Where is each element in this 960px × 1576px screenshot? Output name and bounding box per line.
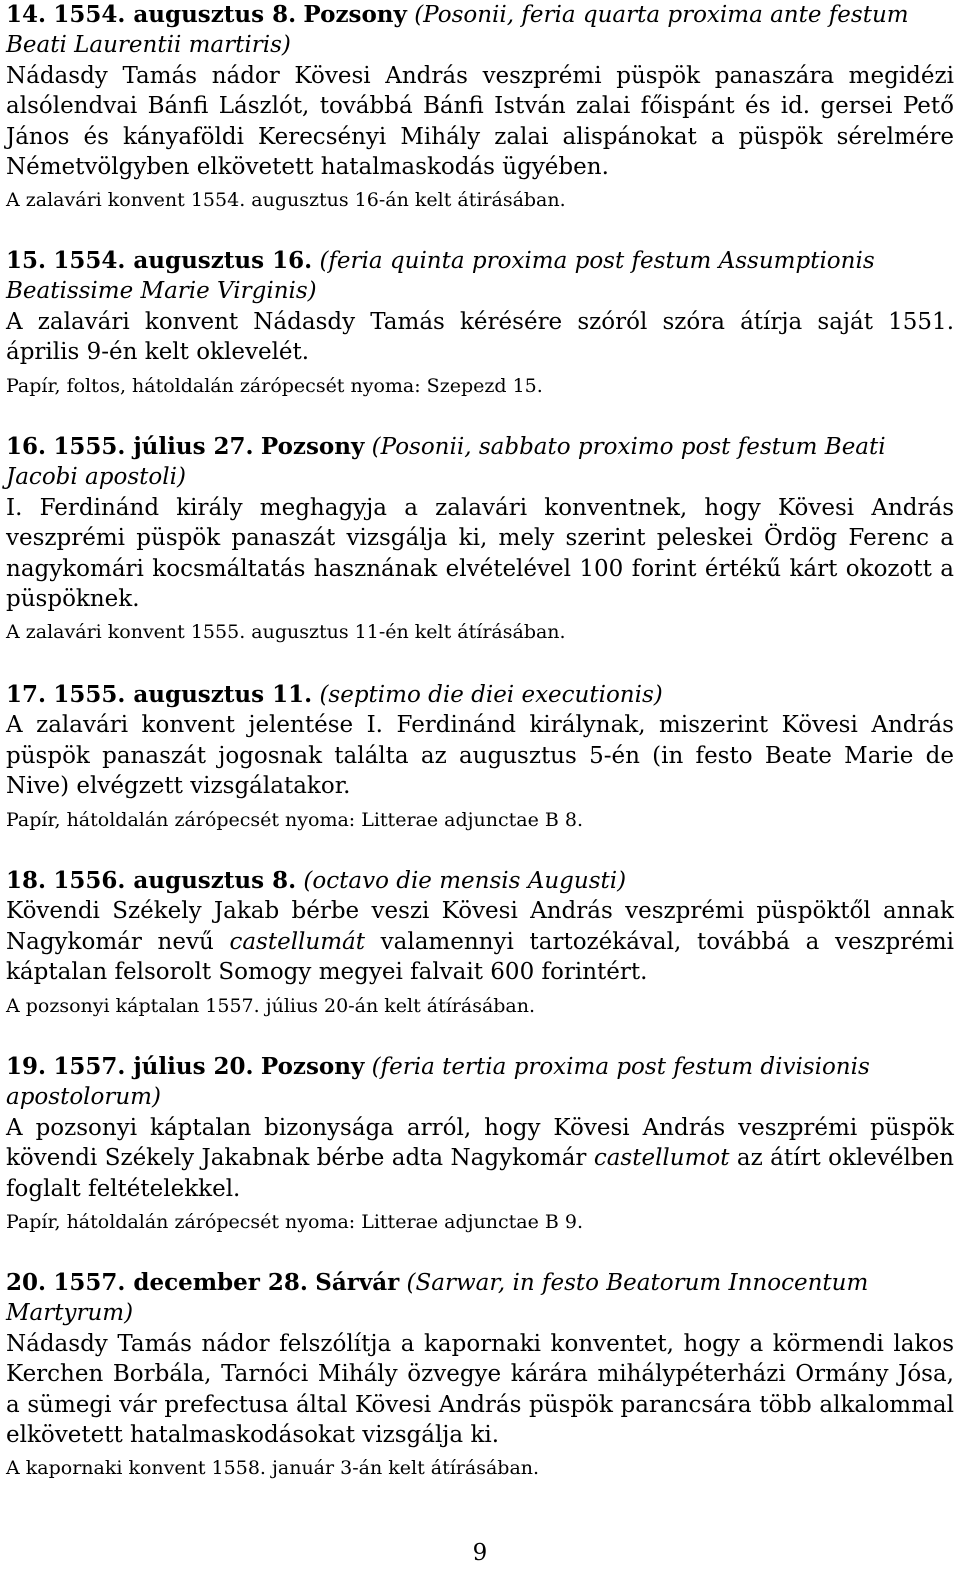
- entry-heading: [6, 432, 954, 493]
- entry-19: [6, 1052, 954, 1234]
- entry-heading: [6, 1268, 954, 1329]
- entry-source-note: Papír, hátoldalán zárópecsét nyoma: Litterae adjunctae B 9.: [6, 1211, 584, 1234]
- entry-heading: [6, 680, 954, 710]
- summary-text: valamennyi tartozékával, továbbá a veszprémi káptalan felsorolt Somogy megyei falvait 600 forintért.: [6, 928, 954, 986]
- entry-source-note: Papír, hátoldalán zárópecsét nyoma: Litterae adjunctae B 8.: [6, 808, 584, 831]
- summary-text: A pozsonyi káptalan bizonysága arról, hogy Kövesi András veszprémi püspök kövendi Székely Jakabnak bérbe adta Nagykomár: [6, 1114, 954, 1172]
- entry-18: [6, 866, 954, 1018]
- entry-date: 1555. augusztus 11.: [53, 681, 313, 708]
- entry-place: Pozsony: [260, 433, 365, 460]
- summary-text: Kövendi Székely Jakab bérbe veszi Kövesi András veszprémi püspöktől annak Nagykomár nevű: [6, 898, 954, 955]
- entry-20: [6, 1268, 954, 1480]
- entry-latin-dating: (feria quinta proxima post festum Assumptionis Beatissime Marie Virginis): [6, 248, 875, 305]
- entry-latin-dating: (septimo die diei executionis): [319, 682, 663, 708]
- entry-summary: [6, 896, 954, 987]
- entry-summary: [6, 1113, 954, 1204]
- entry-number: 17.: [6, 681, 47, 708]
- entry-heading: [6, 1052, 954, 1113]
- entry-source-note: A zalavári konvent 1554. augusztus 16-án kelt átirásában.: [6, 189, 566, 212]
- entry-number: 20.: [6, 1269, 47, 1296]
- entry-number: 15.: [6, 247, 47, 274]
- summary-text: az átírt oklevélben foglalt feltételekkel.: [6, 1145, 954, 1202]
- entry-15: [6, 246, 954, 398]
- entry-latin-dating: (octavo die mensis Augusti): [303, 868, 627, 894]
- entry-source-note: Papír, foltos, hátoldalán zárópecsét nyoma: Szepezd 15.: [6, 374, 543, 397]
- entry-source-note: A kapornaki konvent 1558. január 3-án kelt átírásában.: [6, 1457, 540, 1480]
- entry-14: [6, 0, 954, 212]
- entry-summary: A zalavári konvent jelentése I. Ferdinánd királynak, miszerint Kövesi András püspök panaszát jogosnak találta az augusztus 5-én (in festo Beate Marie de Nive) elvégzett vizsgálatakor.: [6, 712, 954, 800]
- entry-latin-dating: (Sarwar, in festo Beatorum Innocentum Martyrum): [6, 1270, 869, 1327]
- entry-16: [6, 432, 954, 644]
- entry-number: 16.: [6, 433, 47, 460]
- entry-latin-dating: (Posonii, feria quarta proxima ante festum Beati Laurentii martiris): [6, 2, 909, 59]
- entry-heading: [6, 246, 954, 307]
- entry-source-note: A pozsonyi káptalan 1557. július 20-án kelt átírásában.: [6, 994, 536, 1017]
- entry-date: 1554. augusztus 16.: [53, 247, 313, 274]
- entry-date: 1555. július 27.: [53, 433, 254, 460]
- entry-latin-dating: (Posonii, sabbato proximo post festum Beati Jacobi apostoli): [6, 434, 886, 491]
- entry-summary: A zalavári konvent Nádasdy Tamás kérésére szóról szóra átírja saját 1551. április 9-én kelt oklevelét.: [6, 308, 954, 366]
- entry-place: Pozsony: [260, 1053, 365, 1080]
- entry-17: [6, 680, 954, 832]
- entry-date: 1556. augusztus 8.: [53, 867, 297, 894]
- entry-place: Pozsony: [303, 1, 407, 28]
- entry-number: 18.: [6, 867, 47, 894]
- entry-heading: [6, 866, 954, 896]
- summary-latin-term: castellumát: [229, 928, 365, 955]
- entry-date: 1557. december 28.: [53, 1269, 308, 1296]
- summary-latin-term: castellumot: [593, 1145, 730, 1172]
- entry-source-note: A zalavári konvent 1555. augusztus 11-én kelt átírásában.: [6, 621, 566, 644]
- entry-date: 1554. augusztus 8.: [53, 1, 297, 28]
- entry-summary: Nádasdy Tamás nádor felszólítja a kapornaki konventet, hogy a körmendi lakos Kerchen Borbála, Tarnóci Mihály özvegye kárára mihálypéterházi Ormány Jósa, a sümegi vár prefectusa által Kövesi András püspök parancsára több alkalommal elkövetett hatalmaskodásokat vizsgálja ki.: [6, 1330, 954, 1449]
- entry-number: 19.: [6, 1053, 47, 1080]
- entry-date: 1557. július 20.: [53, 1053, 254, 1080]
- entry-number: 14.: [6, 1, 47, 28]
- page-number: 9: [472, 1540, 488, 1566]
- entry-latin-dating: (feria tertia proxima post festum divisionis apostolorum): [6, 1054, 870, 1111]
- entry-place: Sárvár: [315, 1269, 400, 1296]
- entry-heading: [6, 0, 954, 61]
- entry-summary: Nádasdy Tamás nádor Kövesi András veszprémi püspök panaszára megidézi alsólendvai Bánfi Lászlót, továbbá Bánfi István zalai főispánt és id. gersei Pető János és kányaföldi Kerecsényi Mihály zalai alispánokat a püspök sérelmére Németvölgyben elkövetett hatalmaskodás ügyében.: [6, 62, 954, 181]
- entry-summary: I. Ferdinánd király meghagyja a zalavári konventnek, hogy Kövesi András veszprémi püspök panaszát vizsgálja ki, mely szerint peleskei Ördög Ferenc a nagykomári kocsmáltatás hasznának elvételével 100 forint értékű kárt okozott a püspöknek.: [6, 494, 954, 613]
